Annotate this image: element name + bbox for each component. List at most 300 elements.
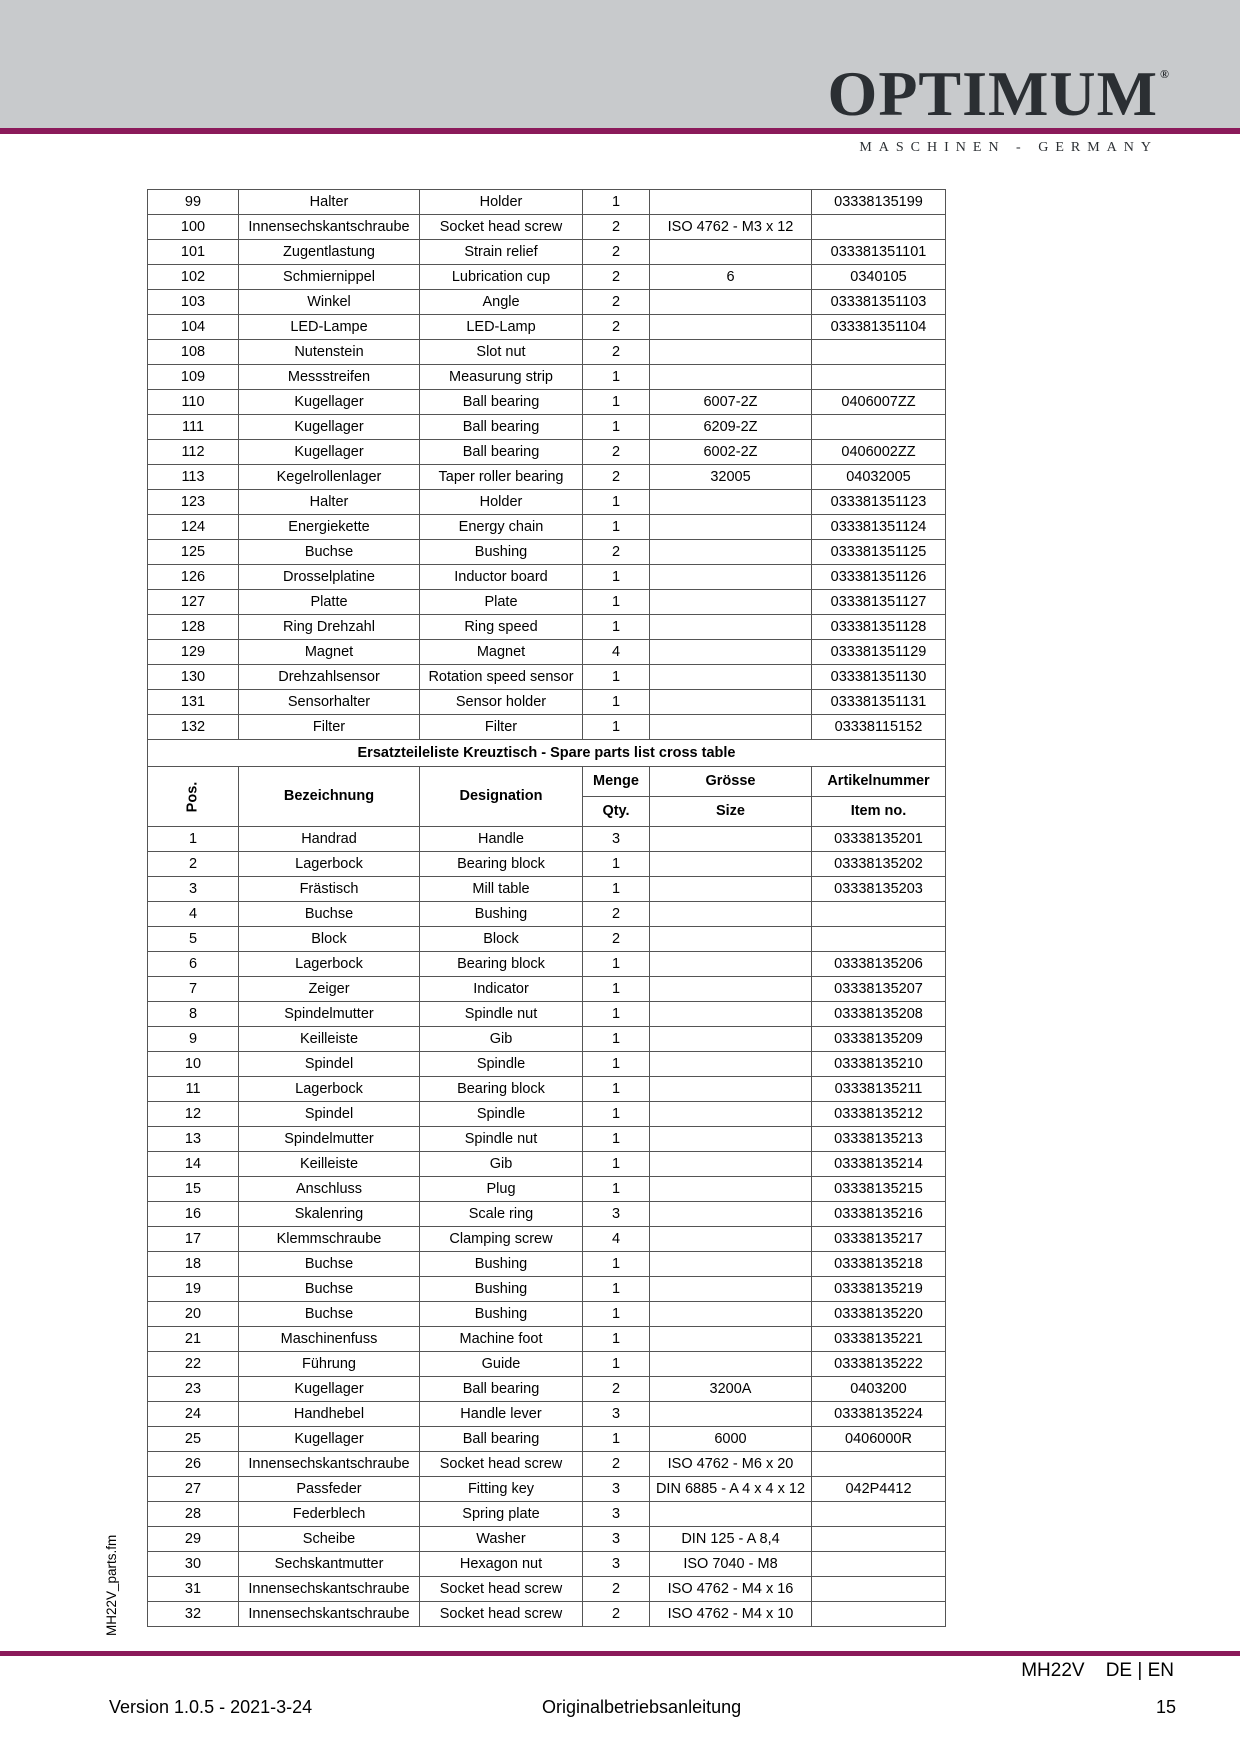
size-cell [650, 1127, 812, 1152]
bezeichnung-cell: Magnet [239, 640, 420, 665]
qty-cell: 1 [583, 615, 650, 640]
item-no-cell: 03338135211 [812, 1077, 946, 1102]
pos-cell: 129 [148, 640, 239, 665]
item-no-cell: 03338135219 [812, 1277, 946, 1302]
qty-cell: 2 [583, 215, 650, 240]
qty-cell: 2 [583, 440, 650, 465]
designation-cell: Bushing [420, 1277, 583, 1302]
bezeichnung-cell: LED-Lampe [239, 315, 420, 340]
table-row [148, 1177, 946, 1202]
table-row [148, 1252, 946, 1277]
qty-cell: 1 [583, 1052, 650, 1077]
table-row [148, 540, 946, 565]
table-row [148, 1127, 946, 1152]
pos-cell: 31 [148, 1577, 239, 1602]
pos-cell: 13 [148, 1127, 239, 1152]
item-no-cell [812, 1552, 946, 1577]
designation-cell: Bearing block [420, 952, 583, 977]
qty-cell: 3 [583, 1502, 650, 1527]
table-row [148, 1452, 946, 1477]
size-cell: 6007-2Z [650, 390, 812, 415]
brand-tagline: MASCHINEN - GERMANY [859, 140, 1158, 155]
size-cell: ISO 4762 - M3 x 12 [650, 215, 812, 240]
designation-cell: Lubrication cup [420, 265, 583, 290]
item-no-cell: 03338135210 [812, 1052, 946, 1077]
size-cell [650, 1102, 812, 1127]
pos-cell: 10 [148, 1052, 239, 1077]
qty-cell: 1 [583, 1327, 650, 1352]
table-row [148, 1352, 946, 1377]
table-row [148, 1527, 946, 1552]
size-cell: DIN 125 - A 8,4 [650, 1527, 812, 1552]
item-no-cell: 03338135216 [812, 1202, 946, 1227]
item-no-cell [812, 927, 946, 952]
item-no-cell: 03338135215 [812, 1177, 946, 1202]
size-cell [650, 190, 812, 215]
item-no-cell: 033381351104 [812, 315, 946, 340]
size-cell: 6002-2Z [650, 440, 812, 465]
pos-cell: 112 [148, 440, 239, 465]
item-no-cell: 03338135212 [812, 1102, 946, 1127]
designation-cell: Ball bearing [420, 440, 583, 465]
size-cell [650, 640, 812, 665]
table-row [148, 465, 946, 490]
item-no-cell [812, 365, 946, 390]
designation-cell: Clamping screw [420, 1227, 583, 1252]
qty-cell: 1 [583, 665, 650, 690]
item-no-cell: 03338135203 [812, 877, 946, 902]
registered-mark: ® [1160, 67, 1170, 81]
size-cell: 32005 [650, 465, 812, 490]
bezeichnung-cell: Maschinenfuss [239, 1327, 420, 1352]
designation-cell: Machine foot [420, 1327, 583, 1352]
footer-version: Version 1.0.5 - 2021-3-24 [109, 1697, 313, 1717]
size-cell: 6000 [650, 1427, 812, 1452]
pos-cell: 19 [148, 1277, 239, 1302]
item-no-cell: 042P4412 [812, 1477, 946, 1502]
size-cell [650, 1002, 812, 1027]
qty-cell: 4 [583, 640, 650, 665]
pos-cell: 20 [148, 1302, 239, 1327]
table-row [148, 852, 946, 877]
table-row [148, 1277, 946, 1302]
bezeichnung-cell: Klemmschraube [239, 1227, 420, 1252]
designation-cell: Socket head screw [420, 1602, 583, 1627]
bezeichnung-cell: Nutenstein [239, 340, 420, 365]
qty-cell: 2 [583, 1452, 650, 1477]
bezeichnung-cell: Kugellager [239, 415, 420, 440]
qty-cell: 1 [583, 565, 650, 590]
column-header-row [148, 767, 946, 797]
designation-cell: Slot nut [420, 340, 583, 365]
table-row [148, 565, 946, 590]
qty-cell: 1 [583, 1027, 650, 1052]
size-cell [650, 665, 812, 690]
table-row [148, 315, 946, 340]
pos-cell: 104 [148, 315, 239, 340]
pos-cell: 9 [148, 1027, 239, 1052]
item-no-cell: 03338135209 [812, 1027, 946, 1052]
artikelnummer-header: Artikelnummer [812, 767, 946, 797]
qty-cell: 3 [583, 1527, 650, 1552]
size-cell [650, 315, 812, 340]
pos-cell: 125 [148, 540, 239, 565]
designation-cell: Ring speed [420, 615, 583, 640]
designation-cell: Indicator [420, 977, 583, 1002]
table-row [148, 1427, 946, 1452]
bezeichnung-cell: Spindelmutter [239, 1127, 420, 1152]
file-name-label: MH22V_parts.fm [104, 1534, 119, 1636]
size-cell [650, 240, 812, 265]
qty-cell: 1 [583, 690, 650, 715]
table-row [148, 390, 946, 415]
pos-cell: 11 [148, 1077, 239, 1102]
pos-cell: 25 [148, 1427, 239, 1452]
bezeichnung-cell: Lagerbock [239, 1077, 420, 1102]
table-row [148, 1402, 946, 1427]
designation-cell: Plug [420, 1177, 583, 1202]
size-cell [650, 852, 812, 877]
table-row [148, 977, 946, 1002]
item-no-cell: 0406000R [812, 1427, 946, 1452]
qty-cell: 1 [583, 1302, 650, 1327]
size-cell [650, 1177, 812, 1202]
pos-cell: 7 [148, 977, 239, 1002]
pos-cell: 30 [148, 1552, 239, 1577]
qty-header: Qty. [583, 797, 650, 827]
size-cell [650, 365, 812, 390]
qty-cell: 1 [583, 190, 650, 215]
size-cell [650, 515, 812, 540]
designation-cell: Angle [420, 290, 583, 315]
item-no-cell: 033381351124 [812, 515, 946, 540]
item-no-cell [812, 1577, 946, 1602]
pos-cell: 29 [148, 1527, 239, 1552]
qty-cell: 2 [583, 340, 650, 365]
pos-cell: 6 [148, 952, 239, 977]
designation-cell: Filter [420, 715, 583, 740]
designation-cell: Gib [420, 1027, 583, 1052]
table-row [148, 715, 946, 740]
pos-header-label: Pos. [184, 781, 201, 812]
size-cell [650, 1302, 812, 1327]
designation-cell: Taper roller bearing [420, 465, 583, 490]
designation-cell: Bushing [420, 1252, 583, 1277]
table-row [148, 290, 946, 315]
table-row [148, 927, 946, 952]
pos-cell: 5 [148, 927, 239, 952]
bezeichnung-cell: Platte [239, 590, 420, 615]
item-no-cell: 03338135208 [812, 1002, 946, 1027]
pos-cell: 132 [148, 715, 239, 740]
qty-cell: 1 [583, 1102, 650, 1127]
bezeichnung-cell: Lagerbock [239, 852, 420, 877]
pos-cell: 4 [148, 902, 239, 927]
item-no-cell: 0406007ZZ [812, 390, 946, 415]
parts-table-body-main [148, 190, 946, 740]
designation-cell: Socket head screw [420, 215, 583, 240]
pos-cell: 24 [148, 1402, 239, 1427]
bezeichnung-cell: Spindelmutter [239, 1002, 420, 1027]
size-cell [650, 977, 812, 1002]
item-no-cell: 03338135220 [812, 1302, 946, 1327]
designation-cell: Ball bearing [420, 390, 583, 415]
designation-cell: Strain relief [420, 240, 583, 265]
table-row [148, 190, 946, 215]
size-cell: ISO 4762 - M4 x 16 [650, 1577, 812, 1602]
qty-cell: 2 [583, 1377, 650, 1402]
size-cell [650, 590, 812, 615]
designation-cell: Holder [420, 490, 583, 515]
item-no-cell: 0406002ZZ [812, 440, 946, 465]
pos-cell: 101 [148, 240, 239, 265]
pos-cell: 2 [148, 852, 239, 877]
bezeichnung-cell: Drosselplatine [239, 565, 420, 590]
qty-cell: 1 [583, 1177, 650, 1202]
bezeichnung-cell: Innensechskantschraube [239, 1577, 420, 1602]
designation-cell: Holder [420, 190, 583, 215]
table-row [148, 215, 946, 240]
qty-cell: 2 [583, 265, 650, 290]
pos-cell: 99 [148, 190, 239, 215]
designation-cell: Spindle [420, 1102, 583, 1127]
bezeichnung-cell: Halter [239, 490, 420, 515]
spare-parts-table [147, 189, 946, 1627]
bezeichnung-cell: Sensorhalter [239, 690, 420, 715]
item-no-cell: 033381351131 [812, 690, 946, 715]
size-cell [650, 827, 812, 852]
designation-cell: Handle lever [420, 1402, 583, 1427]
qty-cell: 1 [583, 952, 650, 977]
qty-cell: 1 [583, 1352, 650, 1377]
qty-cell: 3 [583, 1202, 650, 1227]
designation-cell: Magnet [420, 640, 583, 665]
qty-cell: 2 [583, 465, 650, 490]
table-row [148, 902, 946, 927]
designation-cell: Socket head screw [420, 1452, 583, 1477]
item-no-cell [812, 340, 946, 365]
pos-header [148, 767, 239, 827]
bezeichnung-cell: Spindel [239, 1102, 420, 1127]
table-row [148, 1302, 946, 1327]
size-cell [650, 1227, 812, 1252]
qty-cell: 2 [583, 1577, 650, 1602]
item-no-cell: 0340105 [812, 265, 946, 290]
pos-cell: 18 [148, 1252, 239, 1277]
bezeichnung-cell: Lagerbock [239, 952, 420, 977]
size-cell [650, 1352, 812, 1377]
table-row [148, 1577, 946, 1602]
size-cell: ISO 4762 - M6 x 20 [650, 1452, 812, 1477]
designation-cell: Measurung strip [420, 365, 583, 390]
bezeichnung-cell: Zeiger [239, 977, 420, 1002]
size-cell [650, 1077, 812, 1102]
size-cell [650, 1052, 812, 1077]
bezeichnung-cell: Handrad [239, 827, 420, 852]
size-cell [650, 690, 812, 715]
size-cell: ISO 4762 - M4 x 10 [650, 1602, 812, 1627]
item-no-cell: 033381351129 [812, 640, 946, 665]
qty-cell: 1 [583, 852, 650, 877]
size-cell [650, 715, 812, 740]
item-no-cell: 03338135201 [812, 827, 946, 852]
designation-cell: Bearing block [420, 852, 583, 877]
item-no-cell [812, 415, 946, 440]
size-cell [650, 1252, 812, 1277]
item-no-cell: 033381351103 [812, 290, 946, 315]
qty-cell: 1 [583, 515, 650, 540]
bezeichnung-cell: Zugentlastung [239, 240, 420, 265]
item-no-cell: 033381351130 [812, 665, 946, 690]
size-cell [650, 1327, 812, 1352]
designation-cell: Ball bearing [420, 1427, 583, 1452]
item-no-cell: 03338135214 [812, 1152, 946, 1177]
pos-cell: 123 [148, 490, 239, 515]
designation-cell: Fitting key [420, 1477, 583, 1502]
table-row [148, 877, 946, 902]
table-row [148, 415, 946, 440]
footer-divider [0, 1651, 1240, 1656]
pos-cell: 23 [148, 1377, 239, 1402]
qty-cell: 1 [583, 1252, 650, 1277]
pos-cell: 109 [148, 365, 239, 390]
size-cell: 6209-2Z [650, 415, 812, 440]
pos-cell: 108 [148, 340, 239, 365]
pos-cell: 124 [148, 515, 239, 540]
qty-cell: 1 [583, 1127, 650, 1152]
item-no-cell: 03338135207 [812, 977, 946, 1002]
bezeichnung-cell: Passfeder [239, 1477, 420, 1502]
item-no-cell [812, 1502, 946, 1527]
item-no-cell: 03338135206 [812, 952, 946, 977]
designation-cell: Socket head screw [420, 1577, 583, 1602]
designation-cell: Handle [420, 827, 583, 852]
pos-cell: 103 [148, 290, 239, 315]
bezeichnung-cell: Kugellager [239, 1377, 420, 1402]
size-cell [650, 1027, 812, 1052]
designation-cell: Scale ring [420, 1202, 583, 1227]
designation-cell: Bushing [420, 1302, 583, 1327]
designation-cell: Bearing block [420, 1077, 583, 1102]
item-no-cell: 03338135217 [812, 1227, 946, 1252]
footer-model: MH22V DE | EN [1021, 1660, 1174, 1681]
size-cell [650, 540, 812, 565]
bezeichnung-cell: Winkel [239, 290, 420, 315]
designation-cell: Spindle nut [420, 1002, 583, 1027]
size-cell [650, 877, 812, 902]
size-cell: ISO 7040 - M8 [650, 1552, 812, 1577]
pos-cell: 110 [148, 390, 239, 415]
qty-cell: 1 [583, 977, 650, 1002]
pos-cell: 113 [148, 465, 239, 490]
qty-cell: 2 [583, 240, 650, 265]
bezeichnung-cell: Schmiernippel [239, 265, 420, 290]
bezeichnung-cell: Keilleiste [239, 1152, 420, 1177]
qty-cell: 4 [583, 1227, 650, 1252]
table-row [148, 440, 946, 465]
qty-cell: 2 [583, 290, 650, 315]
size-cell [650, 1277, 812, 1302]
designation-cell: Washer [420, 1527, 583, 1552]
table-row [148, 1602, 946, 1627]
pos-cell: 1 [148, 827, 239, 852]
pos-cell: 12 [148, 1102, 239, 1127]
table-row [148, 1002, 946, 1027]
qty-cell: 3 [583, 1552, 650, 1577]
page-number: 15 [1155, 1697, 1176, 1717]
size-cell [650, 1502, 812, 1527]
qty-cell: 1 [583, 1427, 650, 1452]
size-cell: 3200A [650, 1377, 812, 1402]
item-no-cell [812, 1527, 946, 1552]
bezeichnung-cell: Innensechskantschraube [239, 215, 420, 240]
parts-table-body-cross [148, 827, 946, 1627]
table-row [148, 1052, 946, 1077]
pos-cell: 126 [148, 565, 239, 590]
bezeichnung-cell: Frästisch [239, 877, 420, 902]
bezeichnung-cell: Federblech [239, 1502, 420, 1527]
designation-cell: Sensor holder [420, 690, 583, 715]
item-no-cell: 03338115152 [812, 715, 946, 740]
size-cell [650, 927, 812, 952]
size-cell [650, 340, 812, 365]
qty-cell: 1 [583, 390, 650, 415]
designation-cell: Rotation speed sensor [420, 665, 583, 690]
designation-cell: Bushing [420, 902, 583, 927]
pos-cell: 131 [148, 690, 239, 715]
size-cell [650, 902, 812, 927]
optimum-logo [827, 58, 1170, 129]
table-row [148, 1377, 946, 1402]
qty-cell: 2 [583, 315, 650, 340]
qty-cell: 2 [583, 927, 650, 952]
size-cell [650, 615, 812, 640]
item-no-cell: 033381351128 [812, 615, 946, 640]
item-no-cell: 033381351127 [812, 590, 946, 615]
size-header: Size [650, 797, 812, 827]
designation-cell: Ball bearing [420, 415, 583, 440]
item-no-cell: 03338135222 [812, 1352, 946, 1377]
designation-cell: Plate [420, 590, 583, 615]
size-cell [650, 565, 812, 590]
size-cell: DIN 6885 - A 4 x 4 x 12 [650, 1477, 812, 1502]
qty-cell: 2 [583, 1602, 650, 1627]
bezeichnung-cell: Drehzahlsensor [239, 665, 420, 690]
bezeichnung-cell: Buchse [239, 902, 420, 927]
item-no-cell: 03338135221 [812, 1327, 946, 1352]
qty-cell: 1 [583, 1077, 650, 1102]
bezeichnung-cell: Sechskantmutter [239, 1552, 420, 1577]
qty-cell: 3 [583, 827, 650, 852]
qty-cell: 1 [583, 415, 650, 440]
pos-cell: 22 [148, 1352, 239, 1377]
table-row [148, 1077, 946, 1102]
qty-cell: 1 [583, 1152, 650, 1177]
designation-cell: Hexagon nut [420, 1552, 583, 1577]
qty-cell: 2 [583, 902, 650, 927]
size-cell [650, 952, 812, 977]
bezeichnung-cell: Filter [239, 715, 420, 740]
qty-cell: 1 [583, 877, 650, 902]
item-no-cell: 0403200 [812, 1377, 946, 1402]
item-no-cell: 03338135202 [812, 852, 946, 877]
table-row [148, 1477, 946, 1502]
cross-table-header [148, 740, 946, 827]
table-row [148, 952, 946, 977]
size-cell [650, 1152, 812, 1177]
bezeichnung-cell: Ring Drehzahl [239, 615, 420, 640]
table-row [148, 490, 946, 515]
